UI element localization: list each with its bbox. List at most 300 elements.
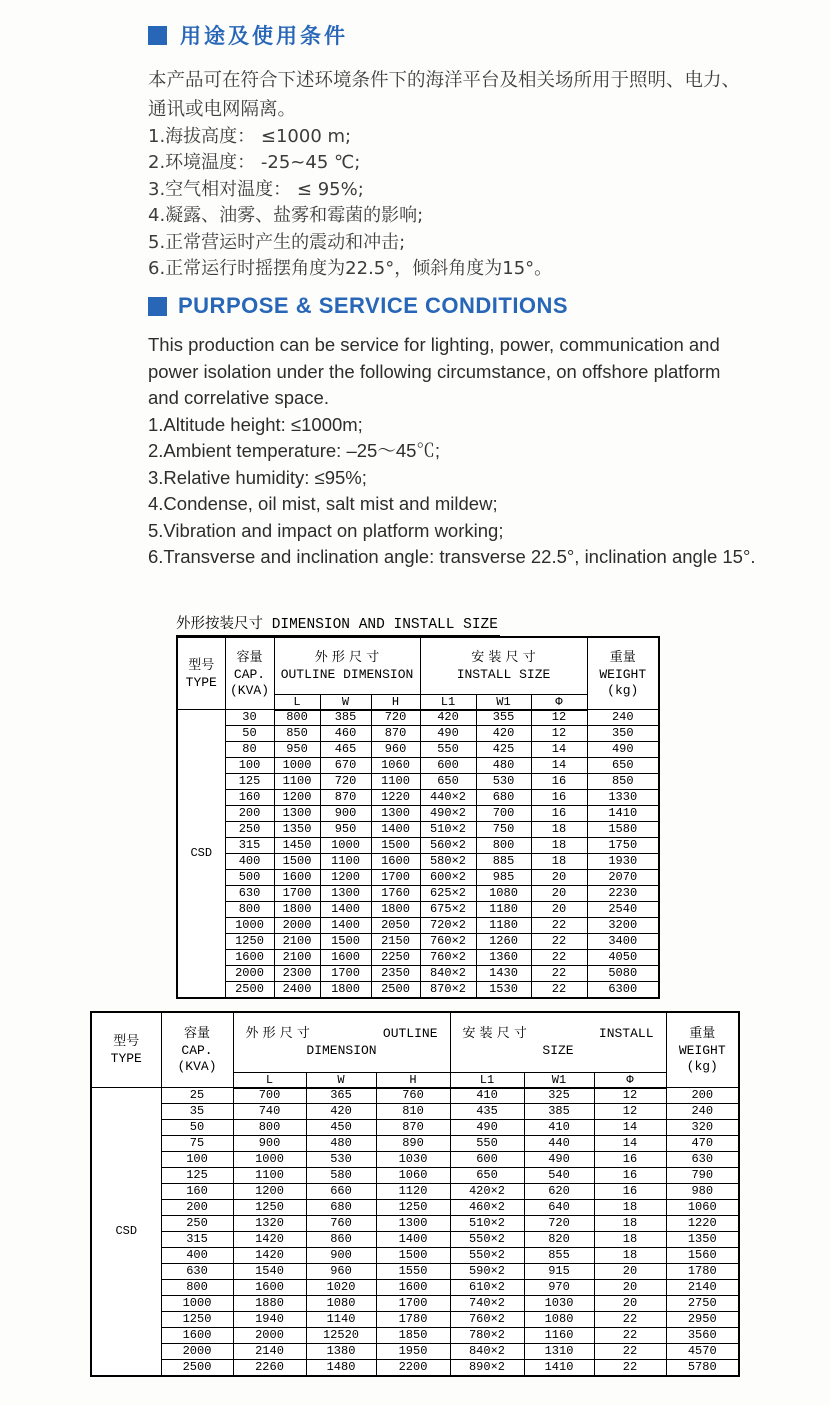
th-phi: Φ [594, 1072, 666, 1088]
table-row [177, 966, 659, 982]
dimension-cell: 18 [594, 1216, 666, 1232]
dimension-cell: 465 [320, 742, 371, 758]
dimension-cell: 640 [524, 1200, 594, 1216]
dimension-cell: 1880 [233, 1296, 306, 1312]
dimension-cell: 580×2 [420, 854, 476, 870]
dimension-cell: 1410 [587, 806, 659, 822]
table-row [91, 1216, 739, 1232]
dimension-cell: 1600 [161, 1328, 233, 1344]
dimension-cell: 5780 [666, 1360, 739, 1376]
dimension-cell: 435 [450, 1104, 524, 1120]
table-row [177, 758, 659, 774]
dimension-cell: 600 [450, 1152, 524, 1168]
dimension-cell: 1750 [587, 838, 659, 854]
th-phi: Φ [531, 694, 587, 710]
dimension-cell: 985 [476, 870, 531, 886]
dimension-cell: 2150 [371, 934, 420, 950]
cn-intro-paragraph [148, 66, 748, 124]
dimension-cell: 780×2 [450, 1328, 524, 1344]
dimension-cell: 2140 [666, 1280, 739, 1296]
dimension-cell: 1360 [476, 950, 531, 966]
dimension-cell: 1300 [376, 1216, 450, 1232]
dimension-cell: 1800 [274, 902, 320, 918]
dimension-cell: 1030 [524, 1296, 594, 1312]
dimension-table-2 [90, 1011, 740, 1377]
en-section-heading [148, 293, 788, 319]
th-capacity: 容量 CAP. (KVA) [161, 1012, 233, 1088]
dimension-cell: 800 [161, 1280, 233, 1296]
dimension-cell: 630 [666, 1152, 739, 1168]
dimension-cell: 22 [531, 966, 587, 982]
en-list-item: 6.Transverse and inclination angle: transverse 22.5°, inclination angle 15°. [148, 546, 756, 567]
dimension-cell: 530 [306, 1152, 376, 1168]
dimension-cell: 12 [531, 710, 587, 726]
dimension-cell: 420 [306, 1104, 376, 1120]
table-row [177, 790, 659, 806]
dimension-cell: 420×2 [450, 1184, 524, 1200]
en-intro-line: power isolation under the following circumstance, on offshore platform [148, 360, 721, 382]
dimension-cell: 22 [594, 1328, 666, 1344]
dimension-cell: 1180 [476, 918, 531, 934]
dimension-cell: 1140 [306, 1312, 376, 1328]
th-weight: 重量 WEIGHT (kg) [587, 637, 659, 710]
dimension-cell: 650 [450, 1168, 524, 1184]
dimension-cell: 2400 [274, 982, 320, 998]
dimension-cell: 870 [376, 1120, 450, 1136]
blue-square-icon [148, 297, 167, 316]
dimension-cell: 2500 [371, 982, 420, 998]
dimension-cell: 1400 [320, 902, 371, 918]
dimension-cell: 1430 [476, 966, 531, 982]
dimension-cell: 790 [666, 1168, 739, 1184]
dimension-cell: 125 [161, 1168, 233, 1184]
th-install-size: 安 装 尺 寸 INSTALL SIZE [420, 637, 587, 694]
dimension-cell: 870 [320, 790, 371, 806]
dimension-cell: 1450 [274, 838, 320, 854]
dimension-cell: 2050 [371, 918, 420, 934]
dimension-cell: 410 [450, 1088, 524, 1104]
table-row [91, 1200, 739, 1216]
dimension-cell: 480 [306, 1136, 376, 1152]
dimension-cell: 630 [161, 1264, 233, 1280]
table-row [91, 1120, 739, 1136]
dimension-cell: 1120 [376, 1184, 450, 1200]
dimension-cell: 6300 [587, 982, 659, 998]
dimension-cell: 14 [594, 1120, 666, 1136]
dimension-cell: 760×2 [450, 1312, 524, 1328]
dimension-cell: 650 [587, 758, 659, 774]
table-row [91, 1360, 739, 1376]
en-list-item: 5.Vibration and impact on platform working; [148, 519, 504, 541]
table-row [91, 1280, 739, 1296]
en-list-item: 4.Condense, oil mist, salt mist and mildew; [148, 493, 498, 514]
th-W1: W1 [476, 694, 531, 710]
dimension-cell: 30 [225, 710, 274, 726]
dimension-cell: 460×2 [450, 1200, 524, 1216]
table-row [177, 934, 659, 950]
dimension-cell: 1700 [320, 966, 371, 982]
th-capacity: 容量 CAP. (KVA) [225, 637, 274, 710]
dimension-cell: 12 [531, 726, 587, 742]
dimension-cell: 16 [594, 1168, 666, 1184]
dimension-cell: 1600 [233, 1280, 306, 1296]
dimension-cell: 80 [225, 742, 274, 758]
dimension-cell: 650 [420, 774, 476, 790]
dimension-cell: 320 [666, 1120, 739, 1136]
dimension-cell: 1400 [376, 1232, 450, 1248]
dimension-cell: 400 [161, 1248, 233, 1264]
dimension-cell: 2000 [233, 1328, 306, 1344]
dimension-cell: 1700 [371, 870, 420, 886]
dimension-cell: 200 [225, 806, 274, 822]
dimension-cell: 740 [233, 1104, 306, 1120]
dimension-cell: 1000 [274, 758, 320, 774]
dimension-cell: 2230 [587, 886, 659, 902]
dimension-cell: 1060 [666, 1200, 739, 1216]
dimension-cell: 850 [587, 774, 659, 790]
table-row [91, 1248, 739, 1264]
table-row [91, 1264, 739, 1280]
dimension-cell: 560×2 [420, 838, 476, 854]
dimension-cell: 18 [531, 854, 587, 870]
dimension-cell: 16 [594, 1152, 666, 1168]
dimension-cell: 460 [320, 726, 371, 742]
table-row [91, 1344, 739, 1360]
dimension-cell: 2500 [225, 982, 274, 998]
dimension-cell: 16 [594, 1184, 666, 1200]
table-row [91, 1328, 739, 1344]
dimension-cell: 1300 [274, 806, 320, 822]
dimension-cell: 510×2 [450, 1216, 524, 1232]
cn-list-item: 1.海拔高度： ≤1000 m; [148, 126, 352, 147]
dimension-cell: 425 [476, 742, 531, 758]
table-row [91, 1152, 739, 1168]
dimension-cell: 870 [371, 726, 420, 742]
dimension-cell: 4570 [666, 1344, 739, 1360]
dimension-cell: 420 [476, 726, 531, 742]
section-purpose-en [148, 293, 788, 571]
dimension-cell: 480 [476, 758, 531, 774]
th-W1: W1 [524, 1072, 594, 1088]
dimension-cell: 2540 [587, 902, 659, 918]
dimension-cell: 680 [306, 1200, 376, 1216]
dimension-cell: 350 [587, 726, 659, 742]
table-row [177, 710, 659, 726]
dimension-cell: 365 [306, 1088, 376, 1104]
dimension-cell: 1500 [320, 934, 371, 950]
dimension-cell: 160 [225, 790, 274, 806]
dimension-cell: 14 [594, 1136, 666, 1152]
dimension-cell: 1420 [233, 1248, 306, 1264]
dimension-cell: 490 [524, 1152, 594, 1168]
dimension-cell: 1080 [524, 1312, 594, 1328]
dimension-cell: 1350 [666, 1232, 739, 1248]
dimension-cell: 1420 [233, 1232, 306, 1248]
en-intro-line: and correlative space. [148, 387, 329, 408]
dimension-cell: 16 [531, 790, 587, 806]
th-L: L [233, 1072, 306, 1088]
dimension-cell: 2100 [274, 950, 320, 966]
dimension-table-1-block [176, 613, 660, 999]
dimension-cell: 490 [450, 1120, 524, 1136]
dimension-cell: 630 [225, 886, 274, 902]
dimension-cell: 1600 [320, 950, 371, 966]
dimension-cell: 915 [524, 1264, 594, 1280]
dimension-cell: 1530 [476, 982, 531, 998]
dimension-cell: 50 [161, 1120, 233, 1136]
dimension-cell: 200 [161, 1200, 233, 1216]
dimension-cell: 2350 [371, 966, 420, 982]
dimension-cell: 1500 [371, 838, 420, 854]
th-L: L [274, 694, 320, 710]
dimension-cell: 325 [524, 1088, 594, 1104]
dimension-cell: 1760 [371, 886, 420, 902]
type-value-cell: CSD [91, 1088, 161, 1376]
th-type: 型号 TYPE [91, 1012, 161, 1088]
th-L1: L1 [420, 694, 476, 710]
table1-title: 外形按装尺寸 DIMENSION AND INSTALL SIZE [176, 617, 500, 636]
dimension-cell: 1780 [376, 1312, 450, 1328]
dimension-cell: 1100 [233, 1168, 306, 1184]
cn-list-item: 6.正常运行时摇摆角度为22.5°，倾斜角度为15°。 [148, 258, 553, 280]
dimension-cell: 625×2 [420, 886, 476, 902]
dimension-cell: 2950 [666, 1312, 739, 1328]
cn-list-item: 2.环境温度： -25~45 ℃; [148, 152, 361, 174]
dimension-cell: 2070 [587, 870, 659, 886]
dimension-cell: 1700 [274, 886, 320, 902]
dimension-cell: 18 [594, 1248, 666, 1264]
en-intro-paragraph [148, 332, 788, 412]
th-H: H [376, 1072, 450, 1088]
th-H: H [371, 694, 420, 710]
dimension-cell: 855 [524, 1248, 594, 1264]
dimension-cell: 800 [476, 838, 531, 854]
table-row [91, 1088, 739, 1104]
dimension-cell: 760×2 [420, 950, 476, 966]
dimension-cell: 580 [306, 1168, 376, 1184]
dimension-cell: 820 [524, 1232, 594, 1248]
dimension-cell: 1400 [371, 822, 420, 838]
dimension-cell: 16 [531, 806, 587, 822]
th-W: W [320, 694, 371, 710]
dimension-cell: 450 [306, 1120, 376, 1136]
th-L1: L1 [450, 1072, 524, 1088]
dimension-cell: 2000 [225, 966, 274, 982]
dimension-cell: 960 [371, 742, 420, 758]
dimension-cell: 1100 [320, 854, 371, 870]
table-row [177, 886, 659, 902]
dimension-cell: 22 [531, 950, 587, 966]
dimension-cell: 18 [531, 822, 587, 838]
dimension-cell: 20 [594, 1296, 666, 1312]
dimension-cell: 22 [594, 1312, 666, 1328]
dimension-cell: 1030 [376, 1152, 450, 1168]
dimension-cell: 760 [376, 1088, 450, 1104]
dimension-cell: 1940 [233, 1312, 306, 1328]
dimension-cell: 700 [476, 806, 531, 822]
en-section-title: PURPOSE & SERVICE CONDITIONS [178, 293, 569, 318]
dimension-cell: 100 [225, 758, 274, 774]
table-row [91, 1104, 739, 1120]
dimension-cell: 4050 [587, 950, 659, 966]
table-row [91, 1168, 739, 1184]
dimension-cell: 1930 [587, 854, 659, 870]
dimension-cell: 1480 [306, 1360, 376, 1376]
dimension-cell: 760×2 [420, 934, 476, 950]
dimension-cell: 540 [524, 1168, 594, 1184]
dimension-cell: 385 [524, 1104, 594, 1120]
dimension-cell: 1200 [320, 870, 371, 886]
dimension-cell: 200 [666, 1088, 739, 1104]
dimension-cell: 1780 [666, 1264, 739, 1280]
dimension-cell: 800 [233, 1120, 306, 1136]
dimension-cell: 18 [531, 838, 587, 854]
dimension-cell: 550 [420, 742, 476, 758]
dimension-cell: 22 [594, 1360, 666, 1376]
dimension-cell: 1700 [376, 1296, 450, 1312]
dimension-cell: 490×2 [420, 806, 476, 822]
dimension-cell: 1180 [476, 902, 531, 918]
table-row [177, 918, 659, 934]
dimension-cell: 240 [666, 1104, 739, 1120]
dimension-cell: 1000 [233, 1152, 306, 1168]
table-row [177, 822, 659, 838]
dimension-cell: 960 [306, 1264, 376, 1280]
dimension-cell: 16 [531, 774, 587, 790]
dimension-cell: 25 [161, 1088, 233, 1104]
dimension-cell: 590×2 [450, 1264, 524, 1280]
dimension-cell: 3560 [666, 1328, 739, 1344]
dimension-cell: 800 [274, 710, 320, 726]
dimension-table-2-block [90, 1011, 740, 1377]
dimension-cell: 18 [594, 1232, 666, 1248]
en-list-item: 2.Ambient temperature: –25～45℃; [148, 440, 441, 461]
dimension-cell: 1200 [274, 790, 320, 806]
en-list-item: 3.Relative humidity: ≤95%; [148, 466, 367, 488]
dimension-cell: 5080 [587, 966, 659, 982]
dimension-cell: 410 [524, 1120, 594, 1136]
dimension-cell: 840×2 [450, 1344, 524, 1360]
dimension-cell: 900 [320, 806, 371, 822]
dimension-cell: 1350 [274, 822, 320, 838]
th-W: W [306, 1072, 376, 1088]
dimension-cell: 810 [376, 1104, 450, 1120]
dimension-cell: 1250 [233, 1200, 306, 1216]
dimension-cell: 420 [420, 710, 476, 726]
dimension-cell: 1100 [274, 774, 320, 790]
dimension-cell: 315 [225, 838, 274, 854]
dimension-cell: 610×2 [450, 1280, 524, 1296]
dimension-cell: 800 [225, 902, 274, 918]
blue-square-icon [148, 26, 167, 45]
dimension-cell: 1500 [376, 1248, 450, 1264]
dimension-cell: 18 [594, 1200, 666, 1216]
dimension-cell: 1220 [371, 790, 420, 806]
dimension-cell: 1600 [371, 854, 420, 870]
dimension-cell: 20 [594, 1280, 666, 1296]
dimension-cell: 550×2 [450, 1232, 524, 1248]
dimension-cell: 470 [666, 1136, 739, 1152]
cn-condition-list [148, 124, 748, 282]
table-row [177, 982, 659, 998]
dimension-cell: 1800 [320, 982, 371, 998]
type-value-cell: CSD [177, 710, 225, 998]
dimension-cell: 2140 [233, 1344, 306, 1360]
dimension-cell: 22 [531, 934, 587, 950]
dimension-cell: 14 [531, 758, 587, 774]
dimension-cell: 500 [225, 870, 274, 886]
dimension-cell: 700 [233, 1088, 306, 1104]
th-type: 型号 TYPE [177, 637, 225, 710]
dimension-cell: 1250 [161, 1312, 233, 1328]
en-intro-line: This production can be service for lighting, power, communication and [148, 334, 720, 355]
dimension-cell: 22 [531, 918, 587, 934]
dimension-cell: 1400 [320, 918, 371, 934]
cn-list-item: 5.正常营运时产生的震动和冲击; [148, 231, 406, 253]
dimension-cell: 720 [371, 710, 420, 726]
dimension-cell: 950 [274, 742, 320, 758]
dimension-cell: 760 [306, 1216, 376, 1232]
dimension-cell: 440 [524, 1136, 594, 1152]
table-row [177, 870, 659, 886]
table-row [91, 1136, 739, 1152]
dimension-cell: 440×2 [420, 790, 476, 806]
dimension-cell: 385 [320, 710, 371, 726]
table-row [177, 806, 659, 822]
dimension-cell: 1320 [233, 1216, 306, 1232]
cn-intro-line: 通讯或电网隔离。 [148, 99, 297, 120]
dimension-cell: 1000 [225, 918, 274, 934]
cn-section-heading [148, 20, 748, 50]
dimension-cell: 1100 [371, 774, 420, 790]
dimension-cell: 2100 [274, 934, 320, 950]
dimension-cell: 1000 [161, 1296, 233, 1312]
dimension-cell: 950 [320, 822, 371, 838]
dimension-cell: 720 [320, 774, 371, 790]
dimension-cell: 12 [594, 1104, 666, 1120]
dimension-cell: 530 [476, 774, 531, 790]
cn-list-item: 4.凝露、油雾、盐雾和霉菌的影响; [148, 205, 424, 227]
dimension-cell: 675×2 [420, 902, 476, 918]
dimension-cell: 750 [476, 822, 531, 838]
table-row [91, 1232, 739, 1248]
dimension-cell: 1200 [233, 1184, 306, 1200]
dimension-cell: 2250 [371, 950, 420, 966]
dimension-cell: 1600 [225, 950, 274, 966]
dimension-cell: 550 [450, 1136, 524, 1152]
dimension-cell: 100 [161, 1152, 233, 1168]
dimension-cell: 1220 [666, 1216, 739, 1232]
dimension-cell: 1160 [524, 1328, 594, 1344]
dimension-cell: 2750 [666, 1296, 739, 1312]
dimension-cell: 600 [420, 758, 476, 774]
dimension-cell: 510×2 [420, 822, 476, 838]
dimension-cell: 900 [306, 1248, 376, 1264]
dimension-cell: 2000 [161, 1344, 233, 1360]
dimension-cell: 14 [531, 742, 587, 758]
dimension-cell: 2000 [274, 918, 320, 934]
dimension-cell: 660 [306, 1184, 376, 1200]
dimension-cell: 20 [594, 1264, 666, 1280]
dimension-cell: 1410 [524, 1360, 594, 1376]
dimension-cell: 125 [225, 774, 274, 790]
dimension-cell: 75 [161, 1136, 233, 1152]
dimension-cell: 3400 [587, 934, 659, 950]
th-outline-dimension: 外 形 尺 寸 OUTLINE DIMENSION [274, 637, 420, 694]
table-row [177, 950, 659, 966]
dimension-cell: 870×2 [420, 982, 476, 998]
dimension-cell: 315 [161, 1232, 233, 1248]
